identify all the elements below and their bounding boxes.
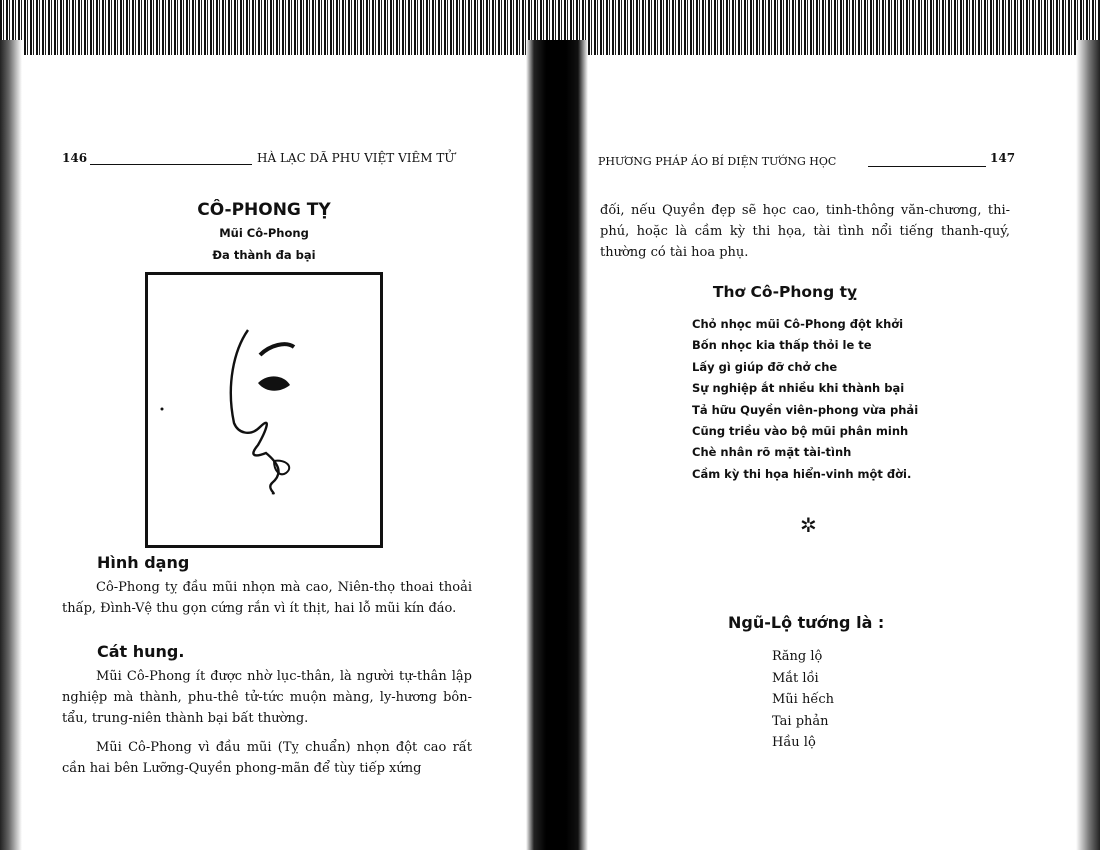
left-header-rule: [90, 163, 252, 165]
speck: [161, 408, 164, 411]
list-item: Tai phản: [772, 713, 829, 729]
left-running-header: HÀ LẠC DÃ PHU VIỆT VIÊM TỬ: [257, 151, 455, 165]
section-title: Ngũ-Lộ tướng là :: [728, 613, 885, 632]
shape-heading: Hình dạng: [97, 553, 190, 572]
right-header-rule: [868, 165, 986, 167]
shape-text: Cô-Phong tỵ đầu mũi nhọn mà cao, Niên-thọ thoai thoải thấp, Đình-Vệ thu gọn cứng rắn vì ít thịt, hai lỗ mũi kín đáo.: [62, 580, 472, 616]
eyebrow-mark: [260, 344, 294, 355]
list-item: Mũi hếch: [772, 692, 834, 707]
left-page-number: 146: [62, 151, 88, 165]
poem-line: Chè nhân rõ mặt tài-tình: [692, 445, 852, 460]
scan-right-edge: [1076, 40, 1100, 850]
poem: [692, 314, 918, 485]
eye-mark: [258, 376, 290, 390]
poem-line: Cầm kỳ thi họa hiển-vinh một đời.: [692, 466, 912, 481]
poem-line: Lấy gì giúp đỡ chở che: [692, 359, 838, 374]
poem-title: Thơ Cô-Phong tỵ: [712, 283, 858, 301]
scan-left-edge: [0, 40, 22, 850]
face-profile-line: [231, 330, 279, 493]
right-page-number: 147: [990, 151, 1016, 165]
fortune-paragraph-1: Mũi Cô-Phong ít được nhờ lục-thân, là người tự-thân lập nghiệp mà thành, phu-thê tử-tức muộn màng, ly-hương bôn-tẩu, trung-niên thành bại bất thường.: [62, 669, 472, 726]
book-spine-shadow: [526, 40, 588, 850]
fortune-heading: Cát hung.: [97, 642, 185, 661]
list-item: Răng lộ: [772, 649, 823, 664]
poem-line: Tả hữu Quyền viên-phong vừa phải: [692, 402, 919, 417]
list-item: Mắt lồi: [772, 670, 819, 686]
face-illustration-frame: [145, 272, 383, 548]
list-item: Hầu lộ: [772, 735, 816, 750]
poem-line: Sự nghiệp ắt nhiều khi thành bại: [692, 381, 905, 396]
face-profile-illustration: [148, 275, 380, 545]
right-running-header: PHƯƠNG PHÁP ÁO BÍ DIỆN TƯỚNG HỌC: [598, 155, 837, 168]
ornament-icon: ✲: [800, 513, 817, 537]
poem-line: Bốn nhọc kia thấp thỏi le te: [692, 338, 872, 353]
feature-list: [772, 646, 834, 754]
continued-text: đối, nếu Quyền đẹp sẽ học cao, tinh-thông văn-chương, thi-phú, hoặc là cầm kỳ thi họa, tài tình nổi tiếng thanh-quý, thường có tài hoa phụ.: [600, 203, 1010, 260]
chapter-subtitle: Mũi Cô-Phong: [219, 226, 309, 240]
fortune-paragraph-2: Mũi Cô-Phong vì đầu mũi (Tỵ chuẩn) nhọn đột cao rất cần hai bên Lưỡng-Quyền phong-mãn để tùy tiếp xứng: [62, 740, 472, 776]
poem-line: Chỏ nhọc mũi Cô-Phong đột khởi: [692, 317, 904, 331]
chapter-title: CÔ-PHONG TỴ: [197, 200, 331, 220]
poem-line: Cũng triều vào bộ mũi phân minh: [692, 423, 909, 438]
chapter-tagline: Đa thành đa bại: [212, 248, 316, 262]
